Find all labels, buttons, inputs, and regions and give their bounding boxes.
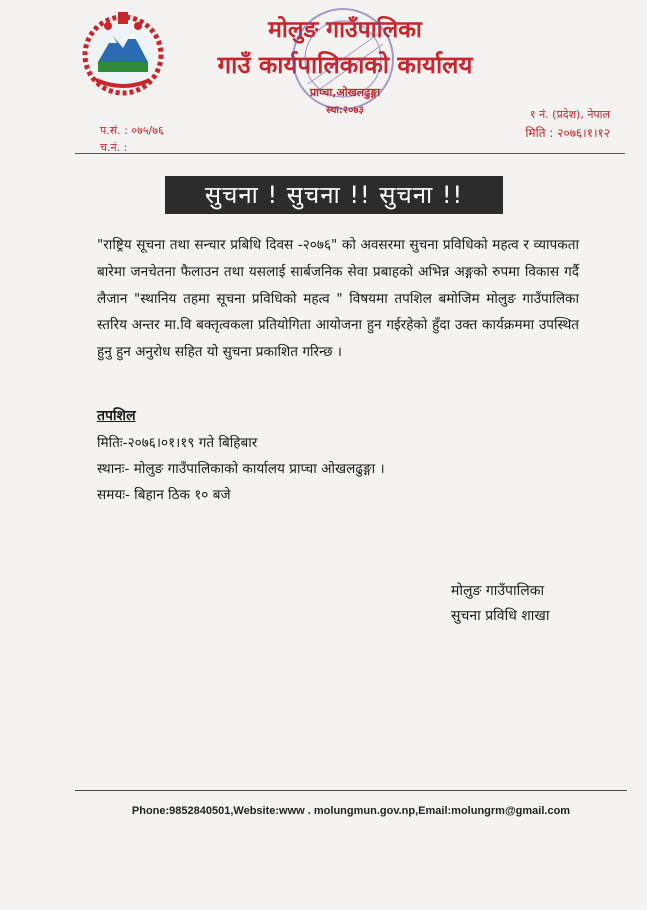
reference-number: प.सं. : ०७५/७६ (100, 124, 164, 137)
office-title: गाउँ कार्यपालिकाको कार्यालय (217, 51, 473, 79)
province-address: १ नं. (प्रदेश), नेपाल (529, 108, 610, 121)
footer-divider (75, 790, 627, 791)
dispatch-number: च.नं. : (100, 141, 128, 154)
org-name: मोलुङ गाउँपालिका (268, 17, 422, 43)
footer-contact: Phone:9852840501,Website:www . molungmun.gov.np,Email:molungrm@gmail.com (131, 805, 571, 817)
office-address: प्राप्चा,ओखलढुङ्गा (309, 86, 381, 99)
schedule-title: तपशिल (97, 408, 136, 424)
established-year: स्था:२०७३ (326, 105, 364, 116)
header-divider (75, 153, 625, 154)
schedule-date: मितिः-२०७६।०१।१९ गते बिहिबार (97, 435, 258, 451)
letter-date: मिति : २०७६।१।१२ (525, 126, 610, 140)
office-stamp (288, 4, 398, 114)
signatory-section: सुचना प्रविधि शाखा (451, 608, 550, 624)
signatory-office: मोलुङ गाउँपालिका (451, 583, 545, 599)
schedule-place: स्थानः- मोलुङ गाउँपालिकाको कार्यालय प्राप्चा ओखलढुङ्गा । (97, 461, 385, 477)
notice-heading: सुचना ! सुचना !! सुचना !! (165, 176, 503, 214)
schedule-time: समयः- बिहान ठिक १० बजे (97, 487, 231, 503)
notice-body: "राष्ट्रिय सूचना तथा सन्चार प्रबिधि दिवस -२०७६" को अवसरमा सुचना प्रविधिको महत्व र व्यापकता बारेमा जनचेतना फैलाउन तथा यसलाई सार्बजनिक सेवा प्रबाहको अभिन्न अङ्गको रुपमा विकास गर्दै लैजान "स्थानिय तहमा सूचना प्रविधिको महत्व " विषयमा तपशिल बमोजिम मोलुङ गाउँपालिका स्तरिय अन्तर मा.वि बक्तृत्वकला प्रतियोगिता आयोजना हुन गईरहेको हुँदा उक्त कार्यक्रममा उपस्थित हुनु हुन अनुरोध सहित यो सुचना प्रकाशित गरिन्छ । (97, 237, 579, 361)
